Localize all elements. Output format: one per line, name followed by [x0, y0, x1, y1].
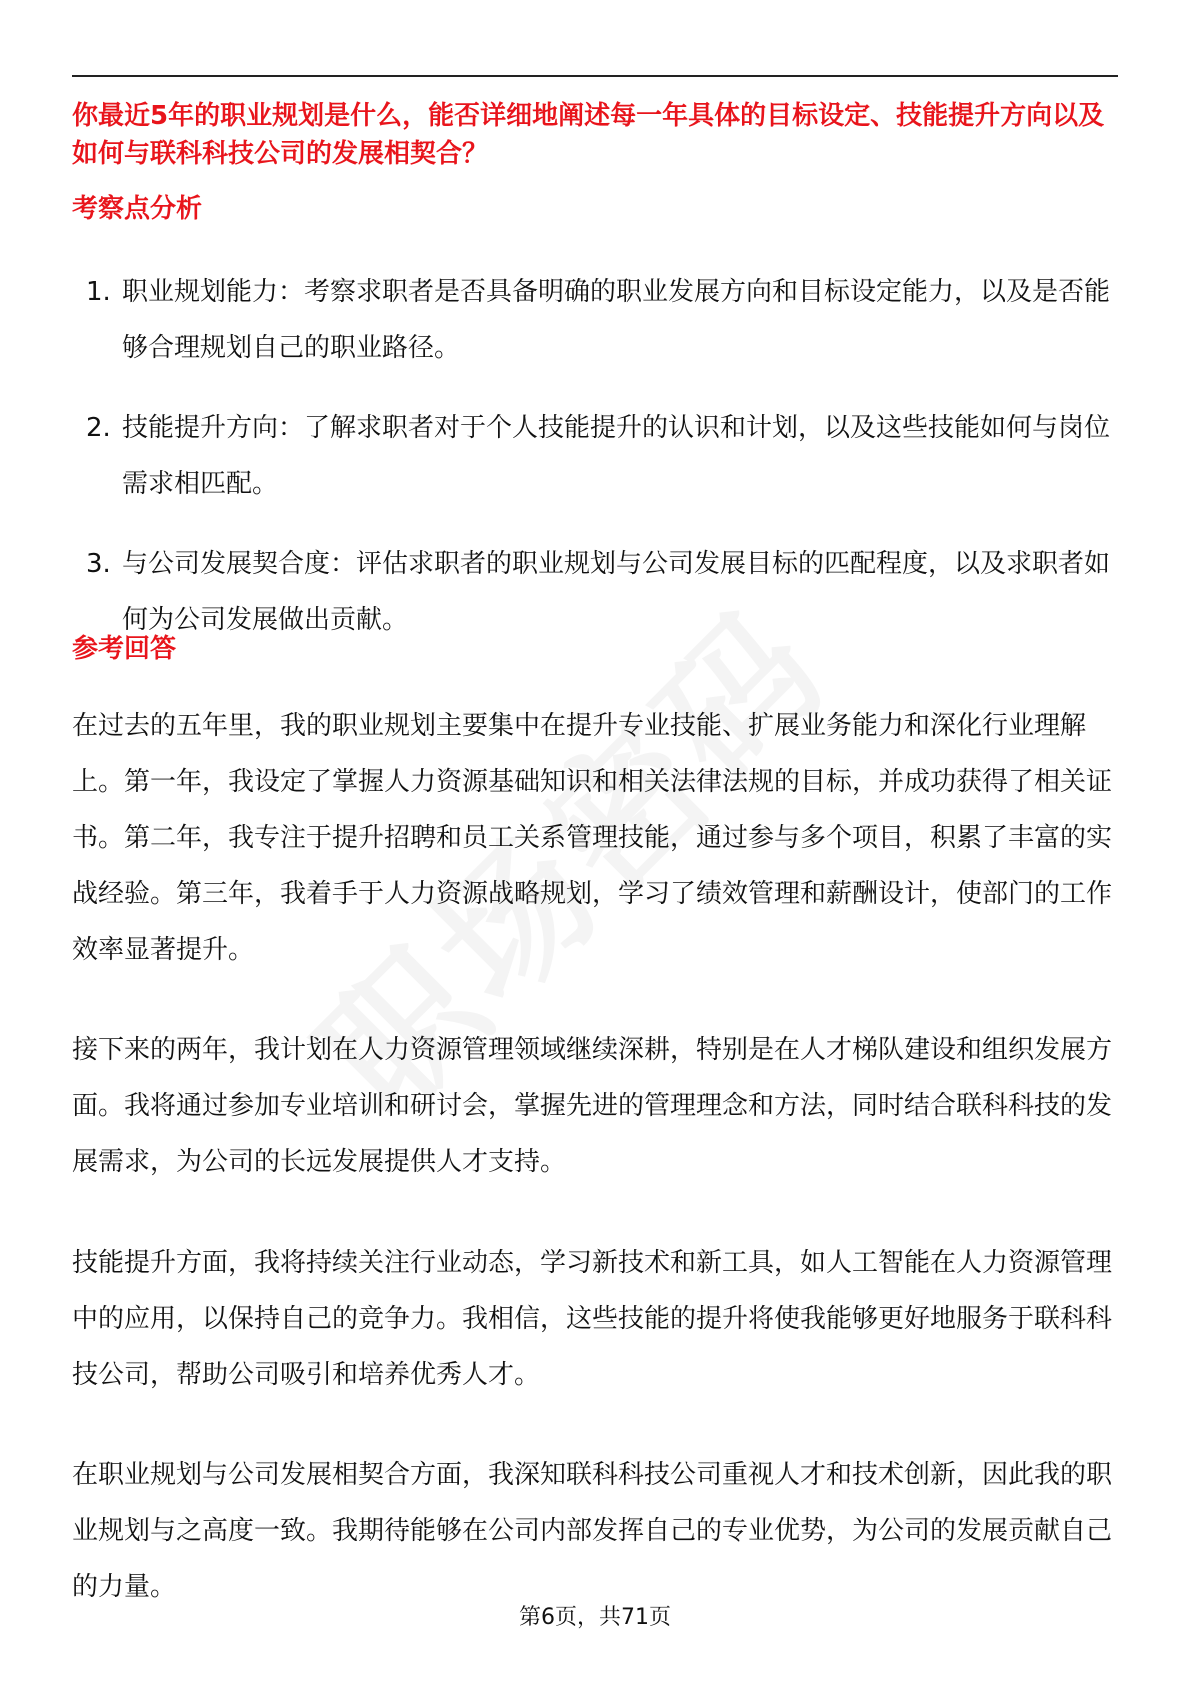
question-title: 你最近5年的职业规划是什么，能否详细地阐述每一年具体的目标设定、技能提升方向以及如何与联科科技公司的发展相契合？ [72, 101, 1105, 169]
top-rule [72, 75, 1118, 77]
answer-heading: 参考回答 [72, 634, 177, 664]
point-text: 与公司发展契合度：评估求职者的职业规划与公司发展目标的匹配程度，以及求职者如何为公司发展做出贡献。 [122, 549, 1111, 635]
answer-paragraph-3: 技能提升方面，我将持续关注行业动态，学习新技术和新工具，如人工智能在人力资源管理中的应用，以保持自己的竞争力。我相信，这些技能的提升将使我能够更好地服务于联科科技公司，帮助公司吸引和培养优秀人才。 [72, 1248, 1113, 1390]
analysis-point-1 [72, 264, 1118, 376]
point-text: 技能提升方向：了解求职者对于个人技能提升的认识和计划，以及这些技能如何与岗位需求相匹配。 [122, 413, 1111, 499]
point-text: 职业规划能力：考察求职者是否具备明确的职业发展方向和目标设定能力，以及是否能够合理规划自己的职业路径。 [122, 277, 1111, 363]
analysis-point-2 [72, 400, 1118, 512]
analysis-points-list [72, 264, 1118, 672]
answer-paragraph-4: 在职业规划与公司发展相契合方面，我深知联科科技公司重视人才和技术创新，因此我的职业规划与之高度一致。我期待能够在公司内部发挥自己的专业优势，为公司的发展贡献自己的力量。 [72, 1460, 1113, 1602]
point-number: 2. [86, 413, 111, 443]
analysis-point-3 [72, 536, 1118, 648]
analysis-heading: 考察点分析 [72, 194, 203, 224]
page-footer: 第6页，共71页 [519, 1605, 671, 1630]
answer-paragraph-2: 接下来的两年，我计划在人力资源管理领域继续深耕，特别是在人才梯队建设和组织发展方面。我将通过参加专业培训和研讨会，掌握先进的管理理念和方法，同时结合联科科技的发展需求，为公司的长远发展提供人才支持。 [72, 1035, 1113, 1177]
answer-paragraph-1: 在过去的五年里，我的职业规划主要集中在提升专业技能、扩展业务能力和深化行业理解上。第一年，我设定了掌握人力资源基础知识和相关法律法规的目标，并成功获得了相关证书。第二年，我专注于提升招聘和员工关系管理技能，通过参与多个项目，积累了丰富的实战经验。第三年，我着手于人力资源战略规划，学习了绩效管理和薪酬设计，使部门的工作效率显著提升。 [72, 711, 1113, 965]
point-number: 3. [86, 549, 111, 579]
point-number: 1. [86, 277, 111, 307]
